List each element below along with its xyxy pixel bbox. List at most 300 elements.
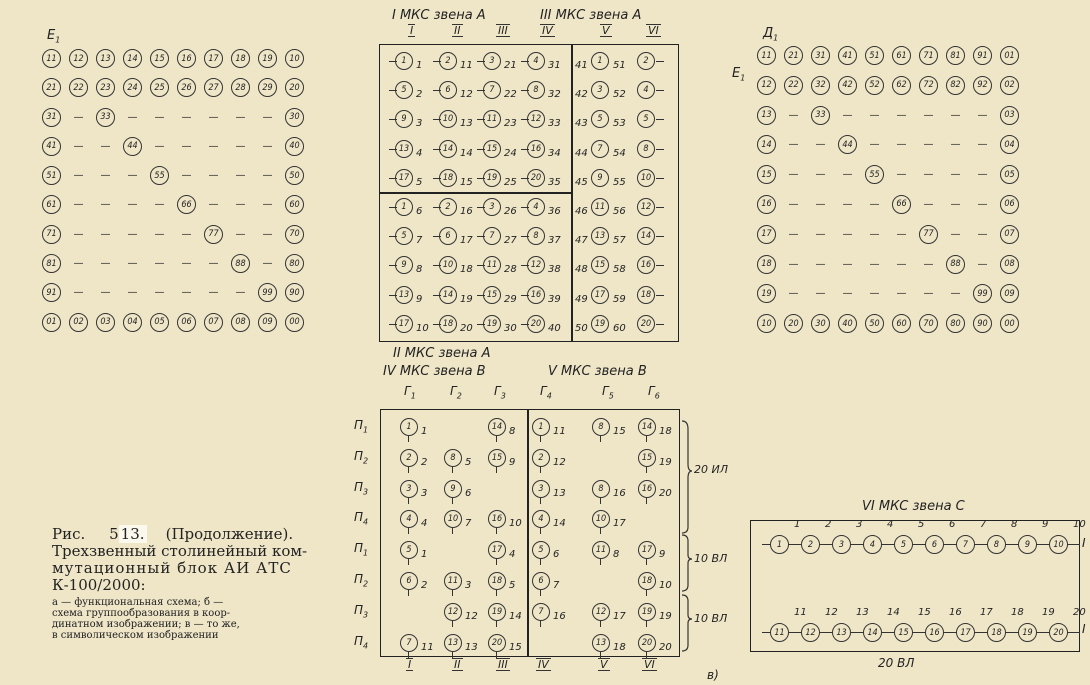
p-label: $П_1$ [354, 418, 369, 435]
top-header-right: III МКС звена А [540, 8, 642, 23]
node-index: 18 [460, 264, 473, 276]
matrix-cell: 20 [285, 78, 304, 97]
matrix-cell: 04 [123, 313, 142, 332]
right-bottom-footer: 20 ВЛ [878, 656, 915, 670]
chain-index: 5 [918, 519, 925, 530]
brace-label-1: 20 ИЛ [694, 463, 728, 476]
node-index: 50 [575, 322, 588, 334]
middle-label-line2-left: IV МКС звена В [383, 364, 486, 379]
node-stub [656, 149, 664, 150]
matrix-cell: 60 [892, 314, 911, 333]
node-index: 40 [548, 322, 561, 334]
top-column-label: III [498, 24, 508, 37]
matrix-cell: 13 [757, 106, 776, 125]
matrix-cell: 66 [177, 195, 196, 214]
matrix-dash: — [73, 140, 84, 152]
chain-node: 6 [925, 535, 944, 554]
matrix-dash: — [923, 169, 934, 181]
node-index: 19 [659, 456, 672, 468]
matrix-dash: — [127, 199, 138, 211]
node-index: 60 [613, 322, 626, 334]
node-stub [540, 559, 541, 565]
node-index: 22 [504, 89, 517, 101]
g-label: $Г_3$ [494, 384, 506, 401]
node-circle: 5 [395, 227, 413, 245]
matrix-cell: 50 [865, 314, 884, 333]
node-index: 53 [613, 118, 626, 130]
node-circle: 9 [395, 110, 413, 128]
node-stub [452, 590, 453, 596]
matrix-cell: 13 [96, 49, 115, 68]
chain-node: 20 [1049, 623, 1068, 642]
node-stub [540, 436, 541, 442]
matrix-cell: 09 [258, 313, 277, 332]
node-circle: 5 [637, 110, 655, 128]
matrix-dash: — [977, 258, 988, 270]
node-index: 5 [509, 580, 516, 591]
node-circle: 12 [637, 198, 655, 216]
node-circle: 1 [591, 52, 609, 70]
node-index: 39 [548, 293, 561, 305]
node-stub [646, 590, 647, 596]
chain-node: 4 [863, 535, 882, 554]
node-index: 4 [509, 549, 516, 561]
node-circle: 16 [488, 510, 506, 528]
node-circle: 17 [395, 315, 413, 333]
figure-caption [52, 526, 342, 641]
p-label: $П_2$ [354, 572, 369, 589]
chain-node: 14 [863, 623, 882, 642]
node-index: 13 [460, 118, 473, 130]
node-index: 8 [613, 549, 620, 561]
node-circle: 12 [527, 256, 545, 274]
node-circle: 4 [527, 198, 545, 216]
node-circle: 7 [532, 603, 550, 621]
p-label: $П_4$ [354, 510, 369, 527]
matrix-dash: — [923, 258, 934, 270]
node-circle: 18 [488, 572, 506, 590]
matrix-cell: 17 [757, 225, 776, 244]
matrix-cell: 90 [973, 314, 992, 333]
node-index: 5 [416, 176, 423, 188]
node-circle: 8 [444, 449, 462, 467]
node-stub [646, 436, 647, 442]
matrix-dash: — [788, 228, 799, 240]
node-stub [656, 236, 664, 237]
node-index: 30 [504, 322, 517, 334]
caption-line1: Рис. 5 13. (Продолжение). [52, 525, 294, 543]
matrix-dash: — [950, 228, 961, 240]
node-index: 2 [421, 580, 428, 591]
node-index: 20 [460, 322, 473, 334]
matrix-cell: 41 [42, 137, 61, 156]
node-index: 31 [548, 60, 561, 71]
matrix-cell: 15 [150, 49, 169, 68]
matrix-dash: — [154, 140, 165, 152]
matrix-dash: — [788, 258, 799, 270]
chain-node: 5 [894, 535, 913, 554]
node-circle: 3 [483, 52, 501, 70]
top-column-label: VI [648, 24, 659, 37]
node-circle: 20 [637, 315, 655, 333]
node-circle: 13 [395, 140, 413, 158]
matrix-cell: 82 [946, 76, 965, 95]
node-circle: 6 [532, 572, 550, 590]
node-index: 20 [659, 641, 672, 653]
matrix-cell: 00 [285, 313, 304, 332]
node-circle: 11 [444, 572, 462, 590]
node-circle: 18 [439, 315, 457, 333]
node-index: 1 [421, 549, 428, 561]
node-circle: 19 [591, 315, 609, 333]
node-stub [646, 621, 647, 627]
node-stub [408, 436, 409, 442]
matrix-dash: — [127, 111, 138, 123]
matrix-dash: — [977, 169, 988, 181]
node-stub [656, 295, 664, 296]
node-index: 12 [553, 456, 566, 468]
matrix-cell: 17 [204, 49, 223, 68]
brace-2 [682, 535, 692, 591]
node-index: 57 [613, 235, 626, 247]
matrix-dash: — [842, 288, 853, 300]
matrix-cell: 62 [892, 76, 911, 95]
matrix-dash: — [896, 288, 907, 300]
chain-node: 7 [956, 535, 975, 554]
matrix-cell: 81 [946, 46, 965, 65]
matrix-dash: — [73, 258, 84, 270]
matrix-cell: 10 [757, 314, 776, 333]
matrix-dash: — [235, 140, 246, 152]
g-label: $Г_2$ [450, 384, 462, 401]
matrix-cell: 33 [96, 108, 115, 127]
matrix-dash: — [950, 288, 961, 300]
node-circle: 4 [637, 81, 655, 99]
node-circle: 3 [532, 480, 550, 498]
matrix-dash: — [73, 287, 84, 299]
middle-label-line1: II МКС звена А [393, 346, 491, 361]
matrix-dash: — [842, 228, 853, 240]
node-circle: 4 [532, 510, 550, 528]
matrix-dash: — [262, 140, 273, 152]
node-index: 10 [509, 518, 522, 530]
matrix-dash: — [127, 228, 138, 240]
chain-index: 13 [856, 607, 869, 618]
node-index: 42 [575, 89, 588, 101]
node-index: 3 [421, 487, 428, 499]
caption-line3: мутационный блок АИ АТС [52, 559, 292, 577]
chain-index: 16 [949, 607, 962, 618]
right-edge-mark-top: I [1082, 536, 1086, 550]
matrix-cell: 02 [69, 313, 88, 332]
matrix-cell: 44 [123, 137, 142, 156]
node-index: 35 [548, 176, 561, 188]
node-index: 59 [613, 293, 626, 305]
bottom-roman-labels [380, 658, 680, 674]
node-circle: 14 [439, 286, 457, 304]
node-circle: 17 [395, 169, 413, 187]
matrix-cell: 99 [973, 284, 992, 303]
chain-index: 12 [825, 607, 838, 618]
g-label: $Г_5$ [602, 384, 614, 401]
node-circle: 11 [483, 110, 501, 128]
node-circle: 18 [439, 169, 457, 187]
matrix-dash: — [896, 258, 907, 270]
matrix-dash: — [262, 228, 273, 240]
matrix-dash: — [262, 258, 273, 270]
matrix-dash: — [815, 228, 826, 240]
node-circle: 14 [637, 227, 655, 245]
matrix-dash: — [842, 258, 853, 270]
p-label: $П_4$ [354, 633, 369, 650]
matrix-dash: — [842, 198, 853, 210]
node-stub [600, 621, 601, 627]
matrix-cell: 42 [838, 76, 857, 95]
matrix-cell: 22 [69, 78, 88, 97]
matrix-dash: — [788, 288, 799, 300]
matrix-cell: 32 [811, 76, 830, 95]
matrix-cell: 90 [285, 283, 304, 302]
g-label: $Г_1$ [404, 384, 416, 401]
matrix-cell: 81 [42, 254, 61, 273]
node-circle: 8 [592, 480, 610, 498]
matrix-cell: 08 [1000, 255, 1019, 274]
matrix-dash: — [896, 228, 907, 240]
node-index: 46 [575, 206, 588, 217]
node-circle: 5 [532, 541, 550, 559]
matrix-dash: — [181, 258, 192, 270]
chain-node: 12 [801, 623, 820, 642]
node-index: 16 [460, 206, 473, 217]
node-circle: 19 [488, 603, 506, 621]
node-index: 4 [421, 518, 428, 530]
node-index: 3 [416, 118, 423, 130]
matrix-dash: — [154, 228, 165, 240]
matrix-dash: — [100, 170, 111, 182]
matrix-cell: 14 [757, 135, 776, 154]
bottom-roman-label: II [454, 658, 461, 671]
node-index: 37 [548, 235, 561, 247]
chain-node: 19 [1018, 623, 1037, 642]
matrix-dash: — [923, 109, 934, 121]
matrix-dash: — [208, 170, 219, 182]
node-circle: 10 [444, 510, 462, 528]
matrix-dash: — [262, 199, 273, 211]
matrix-dash: — [181, 170, 192, 182]
chain-index: 4 [887, 519, 894, 530]
matrix-cell: 40 [285, 137, 304, 156]
node-circle: 2 [637, 52, 655, 70]
matrix-cell: 88 [946, 255, 965, 274]
matrix-dash: — [100, 140, 111, 152]
node-circle: 10 [592, 510, 610, 528]
matrix-dash: — [235, 287, 246, 299]
matrix-cell: 55 [865, 165, 884, 184]
node-index: 7 [465, 518, 472, 530]
node-circle: 8 [637, 140, 655, 158]
matrix-cell: 08 [231, 313, 250, 332]
matrix-dash: — [235, 170, 246, 182]
matrix-cell: 07 [204, 313, 223, 332]
matrix-cell: 16 [757, 195, 776, 214]
bottom-roman-label: I [408, 658, 412, 671]
node-circle: 12 [527, 110, 545, 128]
chain-node: 2 [801, 535, 820, 554]
node-index: 34 [548, 147, 561, 159]
chain-node: 15 [894, 623, 913, 642]
chain-index: 10 [1073, 519, 1086, 530]
node-index: 17 [613, 518, 626, 530]
node-circle: 3 [591, 81, 609, 99]
node-index: 9 [659, 549, 666, 561]
node-index: 38 [548, 264, 561, 276]
node-stub [656, 61, 664, 62]
matrix-dash: — [262, 111, 273, 123]
node-stub [496, 590, 497, 596]
node-stub [540, 467, 541, 473]
matrix-dash: — [923, 198, 934, 210]
right-matrix-left-label: $E_1$ [732, 66, 746, 83]
top-column-labels [380, 24, 680, 40]
node-stub [600, 436, 601, 442]
matrix-dash: — [127, 258, 138, 270]
node-stub [656, 90, 664, 91]
node-circle: 12 [592, 603, 610, 621]
node-stub [452, 498, 453, 504]
matrix-cell: 16 [177, 49, 196, 68]
right-bottom-header: VI МКС звена С [862, 499, 965, 514]
matrix-cell: 99 [258, 283, 277, 302]
node-circle: 9 [444, 480, 462, 498]
chain-index: 2 [825, 519, 832, 530]
node-circle: 15 [638, 449, 656, 467]
node-index: 17 [613, 610, 626, 622]
node-index: 6 [465, 487, 472, 499]
node-stub [408, 559, 409, 565]
node-circle: 8 [527, 81, 545, 99]
node-index: 9 [509, 456, 516, 468]
node-stub [646, 498, 647, 504]
chain-index: 6 [949, 519, 956, 530]
node-circle: 16 [527, 140, 545, 158]
matrix-dash: — [208, 258, 219, 270]
matrix-dash: — [181, 287, 192, 299]
p-labels [350, 410, 380, 660]
node-circle: 12 [444, 603, 462, 621]
top-center-nodes [379, 44, 679, 342]
matrix-cell: 31 [42, 108, 61, 127]
matrix-dash: — [154, 258, 165, 270]
chain-index: 15 [918, 607, 931, 618]
matrix-dash: — [815, 288, 826, 300]
matrix-dash: — [869, 139, 880, 151]
node-stub [408, 467, 409, 473]
node-circle: 15 [483, 140, 501, 158]
brace-label-3: 10 ВЛ [694, 612, 728, 625]
node-index: 36 [548, 206, 561, 217]
node-stub [496, 467, 497, 473]
matrix-cell: 66 [892, 195, 911, 214]
chain-index: 18 [1011, 607, 1024, 618]
node-index: 52 [613, 89, 626, 101]
matrix-dash: — [73, 170, 84, 182]
node-circle: 7 [591, 140, 609, 158]
matrix-cell: 19 [258, 49, 277, 68]
matrix-cell: 06 [177, 313, 196, 332]
node-circle: 16 [527, 286, 545, 304]
matrix-cell: 21 [42, 78, 61, 97]
p-label: $П_3$ [354, 602, 369, 620]
node-circle: 5 [400, 541, 418, 559]
node-circle: 5 [395, 81, 413, 99]
matrix-dash: — [842, 169, 853, 181]
node-circle: 20 [638, 634, 656, 652]
node-index: 4 [416, 147, 423, 159]
node-index: 19 [659, 610, 672, 622]
node-index: 49 [575, 293, 588, 305]
node-stub [540, 528, 541, 534]
matrix-cell: 80 [285, 254, 304, 273]
chain-node: 9 [1018, 535, 1037, 554]
subfigure-label-v: в) [707, 668, 719, 682]
chain-node: 16 [925, 623, 944, 642]
node-index: 2 [421, 456, 428, 468]
node-index: 1 [416, 60, 423, 71]
node-index: 8 [509, 426, 516, 437]
chain-node: 10 [1049, 535, 1068, 554]
matrix-cell: 02 [1000, 76, 1019, 95]
node-circle: 13 [444, 634, 462, 652]
node-index: 33 [548, 118, 561, 130]
right-matrix [757, 46, 1027, 344]
matrix-cell: 22 [784, 76, 803, 95]
matrix-dash: — [100, 228, 111, 240]
left-matrix-label: $E_1$ [47, 28, 61, 45]
matrix-cell: 26 [177, 78, 196, 97]
node-index: 55 [613, 176, 626, 188]
node-circle: 15 [591, 256, 609, 274]
node-circle: 7 [483, 81, 501, 99]
node-circle: 16 [638, 480, 656, 498]
node-stub [496, 559, 497, 565]
node-stub [600, 498, 601, 504]
node-index: 1 [421, 426, 428, 437]
matrix-cell: 61 [892, 46, 911, 65]
matrix-dash: — [235, 228, 246, 240]
matrix-dash: — [869, 258, 880, 270]
node-index: 11 [553, 426, 566, 437]
matrix-cell: 23 [96, 78, 115, 97]
node-stub [540, 590, 541, 596]
matrix-cell: 25 [150, 78, 169, 97]
matrix-dash: — [869, 228, 880, 240]
node-circle: 6 [439, 81, 457, 99]
node-index: 51 [613, 60, 626, 71]
node-index: 23 [504, 118, 517, 130]
node-circle: 7 [483, 227, 501, 245]
node-index: 18 [613, 641, 626, 653]
node-index: 27 [504, 235, 517, 247]
matrix-cell: 27 [204, 78, 223, 97]
matrix-dash: — [100, 287, 111, 299]
matrix-cell: 03 [1000, 106, 1019, 125]
matrix-cell: 72 [919, 76, 938, 95]
top-header-left: I МКС звена А [392, 8, 486, 23]
matrix-cell: 03 [96, 313, 115, 332]
brace-1 [682, 421, 692, 533]
node-circle: 20 [527, 169, 545, 187]
node-circle: 15 [488, 449, 506, 467]
